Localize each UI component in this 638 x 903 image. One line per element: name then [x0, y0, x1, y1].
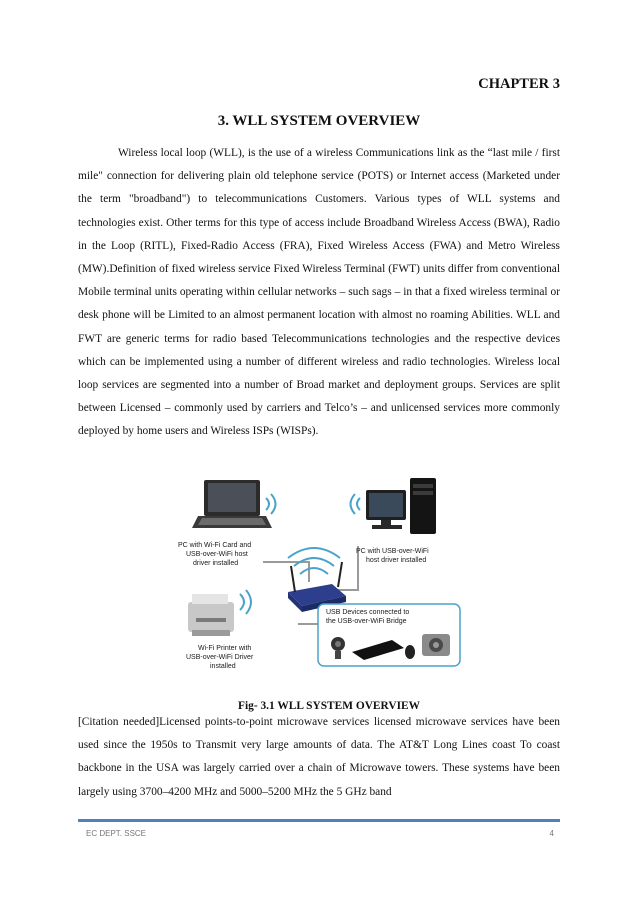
wifi-waves-icon: [240, 590, 251, 614]
wll-figure: [148, 474, 470, 676]
printer-label-2: USB-over-WiFi Driver: [186, 654, 254, 661]
laptop-icon: [192, 480, 272, 528]
laptop-label-1: PC with Wi-Fi Card and: [178, 542, 252, 549]
mouse-icon: [405, 645, 415, 659]
wifi-waves-icon: [351, 494, 361, 514]
usb-label-1: USB Devices connected to: [326, 609, 410, 616]
printer-label-1: Wi-Fi Printer with: [198, 645, 252, 652]
printer-icon: [188, 594, 234, 636]
page-number: 4: [549, 829, 554, 838]
chapter-heading: CHAPTER 3: [478, 76, 560, 92]
licensed-services-paragraph: [Citation needed]Licensed points-to-point microwave services licensed microwave services have been used since the 1950s to Transmit very large amounts of data. The AT&T Long Lines coast To coast backbone in the USA was largely carried over a chain of Microwave towers. These systems have been largely using 3700–4200 MHz and 5000–5200 MHz the 5 GHz band: [78, 716, 560, 798]
desktop-pc-icon: [366, 478, 436, 534]
laptop-label-2: USB-over-WiFi host: [186, 551, 248, 558]
usb-devices-box: [318, 604, 460, 666]
laptop-label-3: driver installed: [193, 560, 239, 567]
printer-label-3: installed: [210, 663, 236, 670]
intro-paragraph: Wireless local loop (WLL), is the use of a wireless Communications link as the “last mile / first mile" connection for delivering plain old telephone service (POTS) or Internet access (Marketed under the term "broadband") to telecommunications Customers. Various types of WLL systems and technologies exist. Other terms for this type of access include Broadband Wireless Access (BWA), Radio in the Loop (RITL), Fixed-Radio Access (FRA), Fixed Wireless Access (FWA) and Metro Wireless (MW).Definition of fixed wireless service Fixed Wireless Terminal (FWT) units differ from conventional Mobile terminal units operating within cellular networks – such sags – in that a fixed wireless terminal or desk phone will be Limited to an almost permanent location with almost no roaming Abilities. WLL and FWT are generic terms for radio based Telecommunications technologies and the respective devices which can be implemented using a number of different wireless and radio technologies. Wireless local loop services are segmented into a number of Broad market and deployment groups. Services are split between Licensed – commonly used by carriers and Telco’s – and unlicensed services more commonly deployed by home users and Wireless ISPs (WISPs).: [78, 147, 560, 438]
footer-divider: [78, 819, 560, 822]
camera-icon: [422, 634, 450, 656]
section-title: 3. WLL SYSTEM OVERVIEW: [217, 113, 421, 129]
pc-label-1: PC with USB-over-WiFi: [356, 548, 429, 555]
wifi-waves-icon: [266, 494, 276, 514]
pc-label-2: host driver installed: [366, 557, 427, 564]
usb-label-2: the USB-over-WiFi Bridge: [326, 618, 407, 625]
footer-department: EC DEPT. SSCE: [86, 829, 147, 838]
figure-caption: Fig- 3.1 WLL SYSTEM OVERVIEW: [238, 700, 420, 712]
